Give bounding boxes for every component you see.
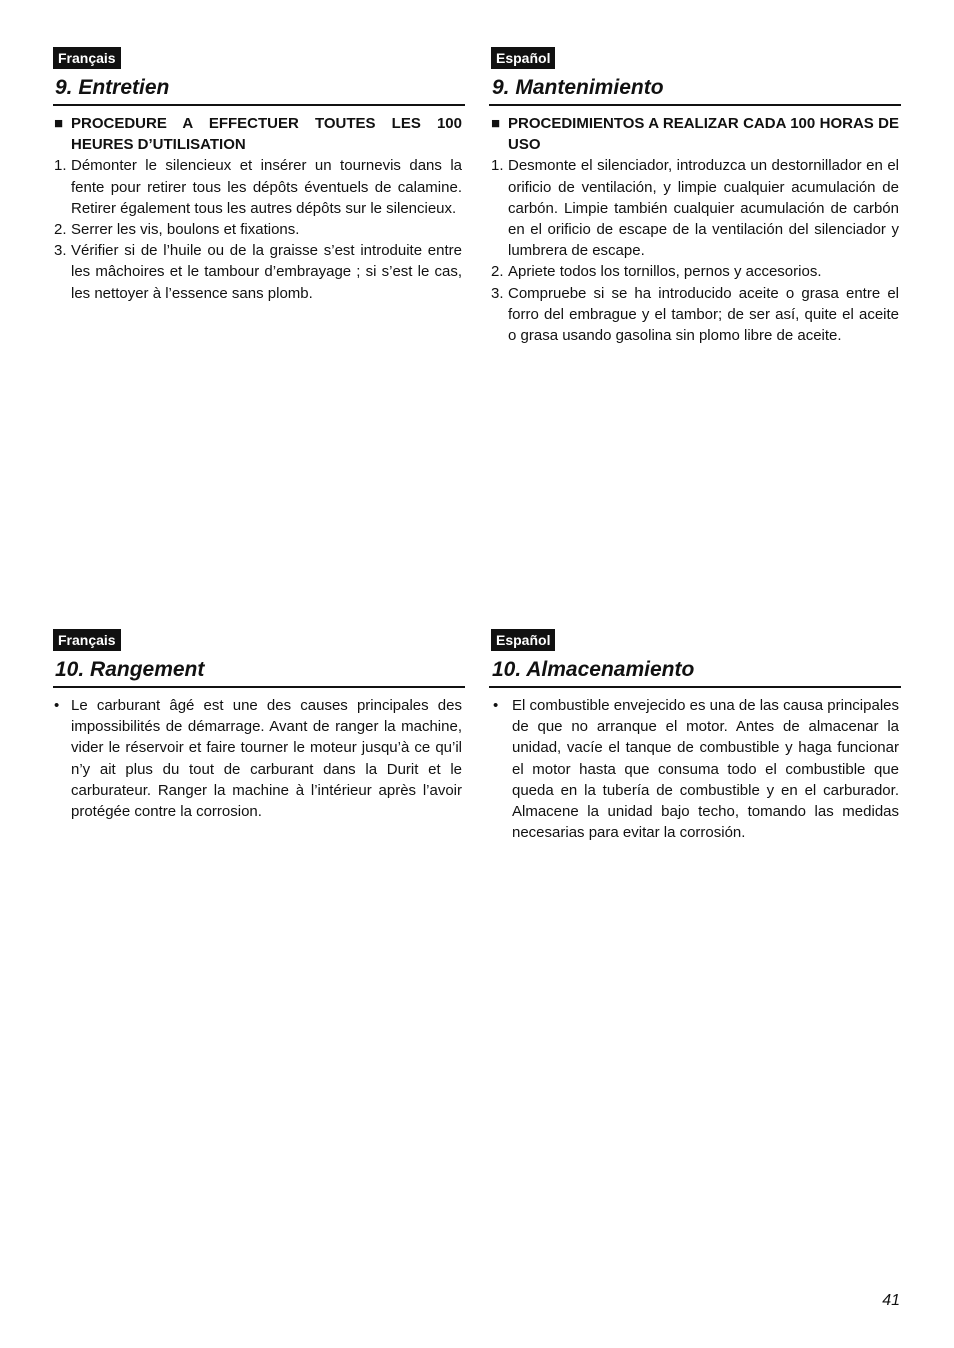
section-rule-left-bottom [53,686,465,688]
list-item-text: Desmonte el silenciador, introduzca un destornillador en el orificio de ventilación, y limpie cualquier acumulación de carbón. Limpie también cualquier acumulación de carbón en el orificio de escape de la ventilación del silenciador y lumbrera de escape. [508,157,899,260]
list-item-text: Apriete todos los tornillos, pernos y accesorios. [508,263,822,281]
section-rule-right-bottom [489,686,901,688]
language-tag-french: Français [53,47,121,69]
list-item-number: 2. [491,263,504,281]
list-item [491,283,899,347]
section-body-rangement [54,695,462,822]
page-number: 41 [882,1292,900,1309]
list-item-number: 3. [491,284,504,302]
procedure-heading [491,113,899,155]
section-body-entretien [54,113,462,304]
list-item [54,219,462,240]
section-title-entretien: 9. Entretien [55,76,170,99]
list-item [491,261,899,282]
section-rule-left-top [53,104,465,106]
list-item [54,155,462,219]
section-title-almacenamiento: 10. Almacenamiento [492,658,695,681]
list-item-number: 1. [54,157,67,175]
procedure-heading-text: PROCEDIMIENTOS A REALIZAR CADA 100 HORAS DE USO [508,115,899,154]
language-tag-spanish: Español [491,629,555,651]
list-item-number: 2. [54,221,67,239]
list-item-number: 1. [491,157,504,175]
square-bullet-icon: ■ [491,115,501,132]
list-item-number: 3. [54,242,67,260]
bullet-item-text: Le carburant âgé est une des causes principales des impossibilités de démarrage. Avant de ranger la machine, vider le réservoir et faire tourner le moteur jusqu’à ce qu’il n’y ait plus du tout de carburant dans la Durit et le carburateur. Ranger la machine à l’intérieur après l’avoir protégée contre la corrosion. [71,697,462,821]
bullet-icon: • [54,697,60,714]
section-rule-right-top [489,104,901,106]
square-bullet-icon: ■ [54,115,64,132]
procedure-heading [54,113,462,155]
bullet-item-text: El combustible envejecido es una de las causa principales de que no arranque el motor. Antes de almacenar la unidad, vacíe el tanque de combustible y haga funcionar el motor hasta que consuma todo el combustible que queda en la tubería de combustible y en el carburador. Almacene la unidad bajo techo, tomando las medidas necesarias para evitar la corrosión. [512,697,899,842]
section-body-mantenimiento [491,113,899,346]
list-item [491,155,899,261]
bullet-icon: • [493,697,499,714]
language-tag-french: Français [53,629,121,651]
list-item-text: Compruebe si se ha introducido aceite o grasa entre el forro del embrague y el tambor; de ser así, quite el aceite o grasa usando gasolina sin plomo libre de aceite. [508,284,899,345]
procedure-heading-text: PROCEDURE A EFFECTUER TOUTES LES 100 HEURES D’UTILISATION [71,115,462,154]
section-title-rangement: 10. Rangement [55,658,205,681]
list-item-text: Vérifier si de l’huile ou de la graisse s’est introduite entre les mâchoires et le tambour d’embrayage ; si s’est le cas, les nettoyer à l’essence sans plomb. [71,242,462,302]
language-tag-spanish: Español [491,47,555,69]
bullet-item [493,695,899,843]
list-item [54,240,462,304]
list-item-text: Démonter le silencieux et insérer un tournevis dans la fente pour retirer tous les dépôts éventuels de calamine. Retirer également tous les autres dépôts sur le silencieux. [71,157,462,217]
section-body-almacenamiento [493,695,899,843]
bullet-item [54,695,462,822]
section-title-mantenimiento: 9. Mantenimiento [492,76,664,99]
list-item-text: Serrer les vis, boulons et fixations. [71,221,300,239]
